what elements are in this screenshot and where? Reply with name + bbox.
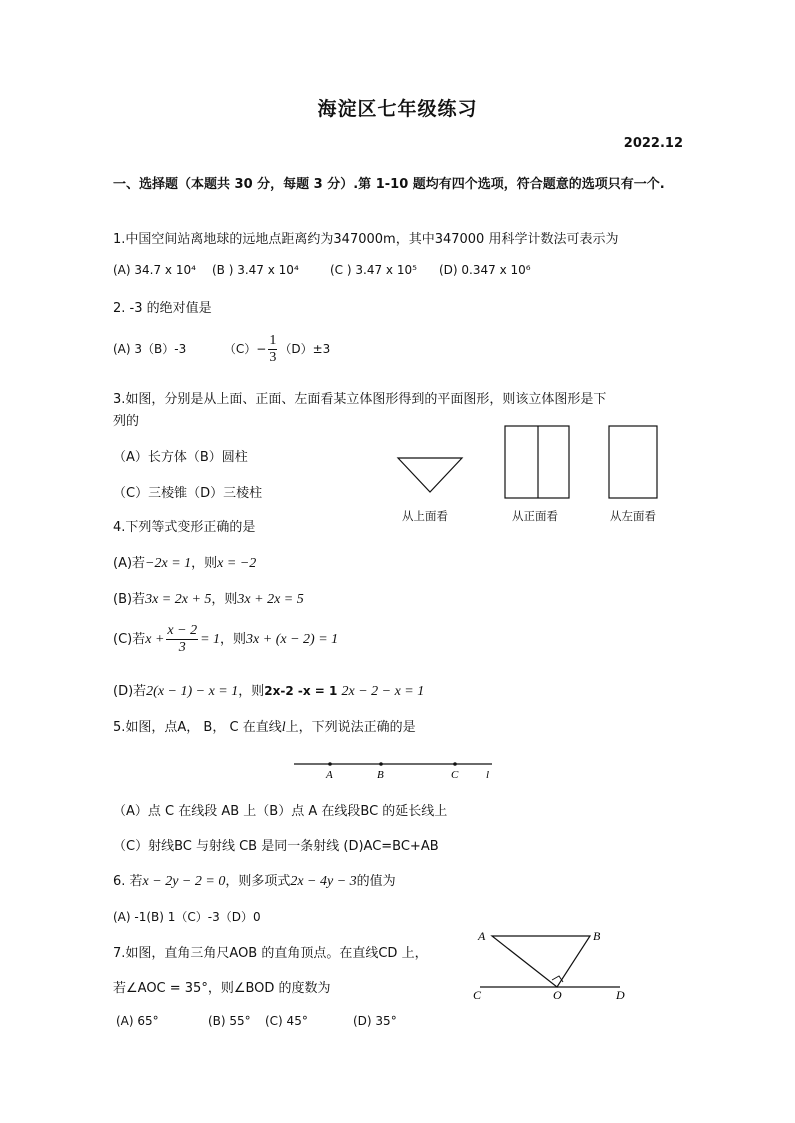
- q6-stem-part1: 6. 若: [113, 874, 143, 889]
- q5-stem-part1: 5.如图，点A， B， C 在直线: [113, 720, 282, 735]
- q4-c-fraction-numerator: x − 2: [167, 623, 198, 638]
- q6-stem: [113, 870, 396, 890]
- q3-stem-line2: 列的: [113, 414, 140, 429]
- front-view-rectangle: [505, 426, 569, 498]
- q3-options-line2: （C）三棱锥（D）三棱柱: [113, 486, 263, 501]
- q4-b-equation: 3x = 2x + 5: [145, 592, 212, 607]
- q5-options-line2: （C）射线BC 与射线 CB 是同一条射线 (D)AC=BC+AB: [113, 839, 439, 854]
- q4-c-then: ，则: [220, 632, 247, 647]
- q7-option-b: (B) 55°: [208, 1014, 251, 1028]
- q1-option-d: (D) 0.347 x 10⁶: [439, 263, 531, 277]
- q6-expression: 2x − 4y − 3: [290, 874, 357, 889]
- q4-a-prefix: (A)若: [113, 556, 146, 571]
- q4-option-d: [113, 680, 424, 700]
- view-top-label: 从上面看: [402, 509, 448, 523]
- q7-option-d: (D) 35°: [353, 1014, 397, 1028]
- point-a-label: A: [326, 769, 333, 781]
- page-title: 海淀区七年级练习: [317, 98, 478, 120]
- q7-stem-line2: 若∠AOC = 35°，则∠BOD 的度数为: [113, 981, 331, 996]
- q2-options: [113, 332, 330, 366]
- point-c-label: C: [451, 769, 459, 781]
- q4-a-result: x = −2: [217, 556, 257, 571]
- point-b-label: B: [593, 929, 601, 943]
- q5-stem: [113, 716, 416, 736]
- q3-options-line1: （A）长方体（B）圆柱: [113, 450, 248, 465]
- left-view-rectangle: [609, 426, 657, 498]
- q4-c-equation-right: = 1: [200, 632, 221, 647]
- q2-option-c-prefix: （C）−: [223, 342, 267, 356]
- q4-stem: 4.下列等式变形正确的是: [113, 520, 256, 535]
- q3-stem-line1: 3.如图，分别是从上面、正面、左面看某立体图形得到的平面图形，则该立体图形是下: [113, 392, 607, 407]
- q4-b-prefix: (B)若: [113, 592, 146, 607]
- view-front-label: 从正面看: [512, 509, 558, 523]
- q2-fraction: [268, 333, 277, 366]
- q4-d-bold-text: 2x-2 -x = 1: [264, 684, 338, 698]
- q4-b-then: ，则: [211, 592, 238, 607]
- q4-c-fraction-denominator: 3: [178, 640, 186, 655]
- view-left-label: 从左面看: [610, 509, 656, 523]
- q4-a-equation: −2x = 1: [145, 556, 192, 571]
- q6-condition: x − 2y − 2 = 0: [142, 874, 226, 889]
- q7-stem-line1: 7.如图，直角三角尺AOB 的直角顶点。在直线CD 上，: [113, 946, 428, 961]
- q4-c-result: 3x + (x − 2) = 1: [246, 632, 339, 647]
- q4-c-prefix: (C)若: [113, 632, 146, 647]
- q4-option-b: [113, 588, 304, 608]
- q5-line-figure: [290, 752, 500, 784]
- q1-option-c: (C ) 3.47 x 10⁵: [330, 263, 417, 277]
- point-c-label: C: [473, 988, 482, 1002]
- section-heading: 一、选择题（本题共 30 分，每题 3 分）.第 1-10 题均有四个选项，符合题意的选项只有一个.: [113, 177, 665, 192]
- q4-d-result: 2x − 2 − x = 1: [341, 684, 425, 699]
- q6-options: (A) -1(B) 1（C）-3（D）0: [113, 910, 261, 924]
- q6-stem-part3: 的值为: [356, 874, 396, 889]
- q5-options-line1: （A）点 C 在线段 AB 上（B）点 A 在线段BC 的延长线上: [113, 804, 448, 819]
- q4-d-prefix: (D)若: [113, 684, 147, 699]
- point-o-label: O: [553, 988, 562, 1002]
- q1-option-a: (A) 34.7 x 10⁴: [113, 263, 196, 277]
- q4-a-then: ，则: [191, 556, 218, 571]
- q2-stem: 2. -3 的绝对值是: [113, 301, 212, 316]
- q4-c-fraction: [166, 623, 198, 656]
- q2-fraction-numerator: 1: [269, 333, 277, 348]
- line-l-label: l: [486, 769, 490, 781]
- q1-stem: 1.中国空间站离地球的远地点距离约为347000m，其中347000 用科学计数法可表示为: [113, 232, 619, 247]
- q1-option-b: (B ) 3.47 x 10⁴: [212, 263, 299, 277]
- q5-stem-part2: 上，下列说法正确的是: [285, 720, 416, 735]
- q6-stem-part2: ，则多项式: [225, 874, 291, 889]
- point-a-label: A: [478, 929, 486, 943]
- q4-b-result: 3x + 2x = 5: [237, 592, 304, 607]
- point-d-label: D: [616, 988, 625, 1002]
- q2-option-ab: (A) 3（B）-3: [113, 342, 187, 356]
- q7-option-a: (A) 65°: [116, 1014, 159, 1028]
- date: 2022.12: [623, 136, 683, 151]
- q2-option-d: （D）±3: [279, 342, 331, 356]
- point-b-label: B: [377, 769, 384, 781]
- q4-option-a: [113, 552, 256, 572]
- q4-d-equation: 2(x − 1) − x = 1: [146, 684, 239, 699]
- point-a-dot: [328, 762, 332, 766]
- q4-c-equation-left: x +: [145, 632, 165, 647]
- point-b-dot: [379, 762, 383, 766]
- q7-triangle-figure: [470, 925, 635, 1005]
- q5-line-symbol: l: [281, 720, 286, 735]
- q4-d-then: ，则: [238, 684, 265, 699]
- point-c-dot: [453, 762, 457, 766]
- q4-option-c: [113, 620, 338, 660]
- q7-option-c: (C) 45°: [265, 1014, 308, 1028]
- triangle-aob: [492, 936, 590, 987]
- q2-fraction-denominator: 3: [269, 350, 277, 365]
- top-view-triangle: [398, 458, 462, 492]
